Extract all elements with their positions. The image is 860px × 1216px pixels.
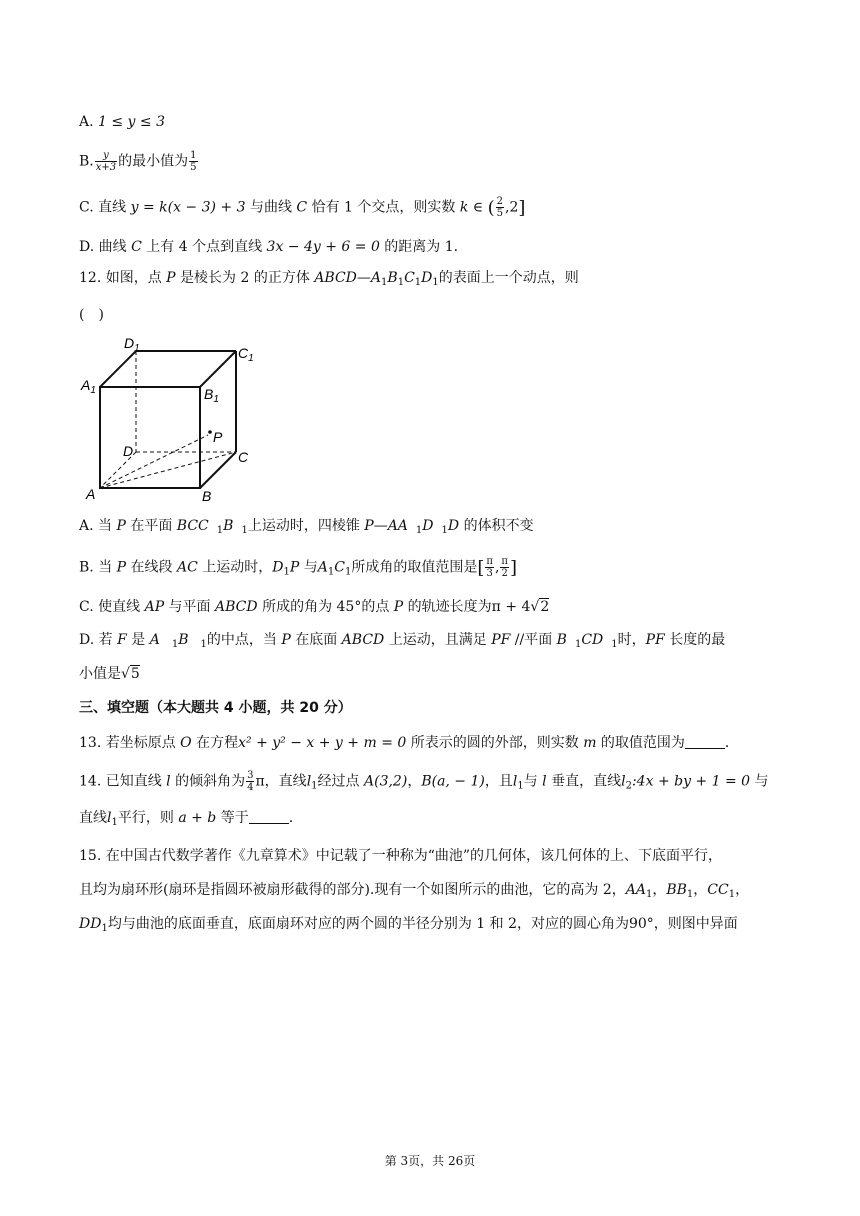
- plane-name: ABCD: [215, 599, 258, 615]
- plane-name: B: [223, 518, 234, 534]
- option-text: 的中点，当: [206, 632, 282, 648]
- segment-name: PF: [645, 632, 665, 648]
- option-text: 与曲线: [245, 199, 297, 216]
- segment-name: DD: [79, 916, 102, 932]
- question-text: 14. 已知直线: [79, 773, 167, 790]
- sqrt-value: 2: [540, 599, 550, 615]
- option-text: 曲线: [98, 239, 132, 255]
- stem-text: 的表面上一个动点，则: [438, 270, 579, 286]
- cube-diagram: [78, 333, 260, 503]
- option-text: 上运动时，四棱锥: [247, 518, 365, 534]
- numerator: 1: [190, 150, 197, 161]
- equation: 3x − 4y + 6 = 0: [266, 239, 380, 255]
- option-label: A.: [79, 114, 94, 130]
- option-text: 若: [94, 632, 118, 648]
- plane-name: B: [556, 632, 567, 648]
- q13: [79, 733, 729, 753]
- q11-option-d: [79, 237, 458, 257]
- label-d: D: [123, 443, 134, 459]
- option-text: 与: [299, 559, 318, 576]
- question-text: 与: [750, 773, 769, 790]
- sqrt-value: 5: [130, 666, 140, 682]
- option-text: 上运动时，: [197, 559, 273, 576]
- subscript: 1: [101, 923, 108, 934]
- range-tail: ,2: [505, 199, 519, 216]
- separator: ，: [652, 882, 667, 898]
- sqrt-sign: √: [530, 599, 540, 615]
- q15-line2: [79, 880, 749, 905]
- question-text: 且均为扇环形(扇环是指圆环被扇形截得的部分).现有一个如图所示的曲池，它的高为 2，: [79, 882, 626, 898]
- variable: l: [621, 773, 626, 790]
- q11-option-b: [79, 150, 199, 173]
- option-text: 的距离为 1.: [379, 239, 459, 255]
- question-text: 所表示的圆的外部，则实数: [406, 735, 584, 751]
- segment-name: PF: [491, 632, 511, 648]
- question-text: 等于: [216, 810, 249, 826]
- label-a1: $A_1$: [81, 377, 96, 396]
- point: B(a, − 1): [421, 773, 485, 790]
- variable: C: [131, 239, 142, 255]
- label-b1: $B_1$: [204, 386, 219, 405]
- numerator: y: [95, 150, 117, 162]
- cube-figure: [78, 333, 260, 503]
- segment-name: AA: [625, 882, 646, 898]
- pyramid-name: P—AA: [364, 518, 408, 534]
- fraction: [500, 556, 509, 579]
- variable: P: [393, 599, 404, 615]
- option-text: //平面: [510, 632, 557, 648]
- variable: l: [306, 773, 312, 790]
- q14-line2: 直线$l_1$平行，则 a + b 等于 .: [79, 810, 294, 828]
- fraction: [246, 770, 254, 793]
- option-text: 在线段: [126, 559, 177, 576]
- segment-ap: [100, 435, 208, 488]
- label-c1: $C_1$: [238, 345, 254, 364]
- label-a: A: [86, 486, 96, 502]
- option-text: 所成角的取值范围是: [351, 559, 478, 576]
- denominator: 5: [190, 162, 197, 173]
- option-text: 是: [126, 632, 150, 648]
- line-name: A: [317, 559, 328, 576]
- bracket-close: ]: [509, 557, 518, 579]
- variable: l: [166, 773, 171, 790]
- option-text: 当: [93, 559, 117, 576]
- option-text: 长度的最: [664, 632, 726, 648]
- denominator: 4: [247, 782, 254, 793]
- option-label: B.: [79, 559, 94, 576]
- variable: F: [117, 632, 127, 648]
- label-b: B: [202, 488, 212, 503]
- answer-blank[interactable]: [685, 734, 725, 749]
- option-text: 的轨迹长度为π + 4: [403, 599, 531, 615]
- edge-b1c1: [200, 351, 236, 387]
- q12-option-d-line2: [79, 664, 140, 684]
- separator: ，: [735, 882, 750, 898]
- option-label: C.: [79, 199, 94, 216]
- line-name: D: [272, 559, 284, 576]
- variable: P: [116, 559, 127, 576]
- line-name: AP: [144, 599, 165, 615]
- option-text: 当: [93, 518, 117, 534]
- bracket-open: [: [477, 557, 485, 579]
- expression: a + b: [178, 810, 217, 826]
- numerator: 2: [496, 196, 503, 207]
- diagonal-ac: [100, 452, 236, 488]
- edge-bc: [200, 452, 236, 488]
- stem-text: 是棱长为 2 的正方体: [175, 270, 315, 286]
- edge-a1d1: [100, 351, 136, 387]
- equation: x² + y² − x + y + m = 0: [238, 735, 407, 751]
- fraction: [189, 150, 197, 173]
- solid-name: C: [404, 270, 415, 286]
- label-c: C: [238, 449, 249, 465]
- variable: P: [166, 270, 176, 286]
- option-text: 上有 4 个点到直线: [141, 239, 267, 255]
- page-footer: 第 3页，共 26页: [384, 1154, 476, 1168]
- option-text: 时，: [617, 632, 646, 648]
- equation: y = k(x − 3) + 3: [130, 199, 246, 216]
- segment-name: AC: [176, 559, 198, 576]
- variable: P: [281, 632, 291, 648]
- question-text: .: [288, 810, 294, 826]
- variable: C: [296, 199, 308, 216]
- variable: P: [116, 518, 126, 534]
- plane-name: ABCD: [341, 632, 385, 648]
- question-text: 13. 若坐标原点: [79, 735, 181, 751]
- option-text: 使直线: [93, 599, 145, 615]
- option-text: 直线: [98, 199, 131, 216]
- q12-option-c: [79, 597, 549, 617]
- point-p: [208, 430, 212, 434]
- question-text: ，且: [484, 773, 513, 790]
- denominator: 5: [496, 208, 503, 219]
- subscript: 1: [686, 889, 694, 900]
- numerator: 3: [247, 770, 254, 781]
- segment-name: A: [149, 632, 160, 648]
- q11-option-a: [79, 112, 165, 132]
- paren-open: (: [487, 197, 495, 219]
- q15-line1: 15. 在中国古代数学著作《九章算术》中记载了一种称为“曲池”的几何体，该几何体的上、下底面平行，: [79, 848, 723, 864]
- q12-option-d-line1: D. 若 F 是 A $_1$B $_1$的中点，当 P 在底面 ABCD 上运动，且满足 PF //平面 B $_1$CD $_1$时，PF 长度的最: [79, 632, 726, 650]
- denominator: 3: [486, 568, 493, 579]
- question-text: 均与曲池的底面垂直，底面扇环对应的两个圆的半径分别为 1 和 2，对应的圆心角为90°，则图中异面: [107, 916, 738, 932]
- pyramid-name: D: [422, 518, 434, 534]
- option-text: 的最小值为: [118, 153, 189, 170]
- label-d1: $D_1$: [124, 335, 140, 354]
- option-label: D.: [79, 239, 95, 255]
- option-text: 1 ≤ y ≤ 3: [98, 114, 166, 130]
- question-text: .: [724, 735, 730, 751]
- option-text: 与平面: [164, 599, 216, 615]
- section-heading: 三、填空题（本大题共 4 小题，共 20 分）: [79, 700, 352, 716]
- option-label: A.: [79, 518, 94, 534]
- numerator: π: [501, 556, 508, 567]
- q12-option-a: A. 当 P 在平面 BCC $_1$B $_1$上运动时，四棱锥 P—AA $_1$D $_1$D 的体积不变: [79, 518, 534, 536]
- variable: l: [512, 773, 518, 790]
- bracket-close: ]: [518, 197, 526, 219]
- question-text: 垂直，直线: [546, 773, 622, 790]
- sqrt-sign: √: [121, 666, 130, 682]
- option-label: C.: [79, 599, 94, 615]
- question-text: 的倾斜角为: [170, 773, 246, 790]
- pyramid-name: D: [447, 518, 460, 534]
- option-label: B.: [79, 153, 94, 170]
- question-text: 与: [523, 773, 543, 790]
- fraction: [95, 150, 117, 173]
- plane-name: BCC: [176, 518, 209, 534]
- denominator: 2: [501, 568, 508, 579]
- fraction: [496, 196, 504, 219]
- line-name: P: [289, 559, 300, 576]
- segment-name: B: [178, 632, 189, 648]
- question-text: 的取值范围为: [596, 735, 685, 751]
- denominator: x+3: [95, 162, 117, 173]
- option-text: 的体积不变: [459, 518, 534, 534]
- variable: O: [180, 735, 192, 751]
- plane-name: CD: [581, 632, 604, 648]
- subscript: 1: [645, 889, 653, 900]
- equation: :4x + by + 1 = 0: [631, 773, 751, 790]
- question-text: 直线: [79, 810, 107, 826]
- variable: m: [583, 735, 597, 751]
- fraction: [485, 556, 494, 579]
- option-text: 在底面: [290, 632, 342, 648]
- segment-name: BB: [666, 882, 687, 898]
- q12-option-b: B. 当 P 在线段 AC 上运动时，$D_1P$ 与$A_1C_1$所成角的取值范围是[ $\frac{\pi}{3}$ , $\frac{\pi}{2}$ ]: [79, 556, 518, 579]
- point: A(3,2): [364, 773, 408, 790]
- question-text: 平行，则: [117, 810, 179, 826]
- option-text: 在平面: [125, 518, 177, 534]
- solid-name: D: [421, 270, 433, 286]
- variable: l: [107, 810, 112, 826]
- option-text: 所成的角为 45°的点: [257, 599, 394, 615]
- numerator: π: [486, 556, 493, 567]
- q12-answer-paren: ( ): [79, 307, 104, 323]
- question-text: 经过点: [317, 773, 364, 790]
- variable: k ∈: [459, 199, 488, 216]
- option-text: 小值是: [79, 666, 121, 682]
- q12-stem: 12. 如图，点 P 是棱长为 2 的正方体 $ABCD—A_1B_1C_1D_1$的表面上一个动点，则: [79, 270, 579, 288]
- answer-blank[interactable]: [249, 809, 289, 824]
- q11-option-c: [79, 196, 525, 219]
- q15-line3: [79, 914, 738, 939]
- solid-name: ABCD—A: [314, 270, 382, 286]
- question-text: ，: [407, 773, 422, 790]
- label-p: P: [213, 429, 223, 445]
- stem-text: 12. 如图，点: [79, 270, 167, 286]
- question-text: 在方程: [191, 735, 239, 751]
- option-label: D.: [79, 632, 95, 648]
- line-name: C: [334, 559, 345, 576]
- option-text: 上运动，且满足: [384, 632, 492, 648]
- solid-name: B: [387, 270, 398, 286]
- option-text: 恰有 1 个交点，则实数: [307, 199, 460, 216]
- subscript: 1: [728, 889, 736, 900]
- q14-line1: 14. 已知直线 l 的倾斜角为 $\frac{3}{4}$ π，直线$l_1$经过点 A(3,2)，B(a, − 1)，且$l_1$与 l 垂直，直线$l_2:4x$ + by + 1 = 0 与: [79, 770, 769, 793]
- variable: l: [542, 773, 547, 790]
- question-text: π，直线: [255, 773, 307, 790]
- segment-name: CC: [707, 882, 729, 898]
- separator: ，: [693, 882, 708, 898]
